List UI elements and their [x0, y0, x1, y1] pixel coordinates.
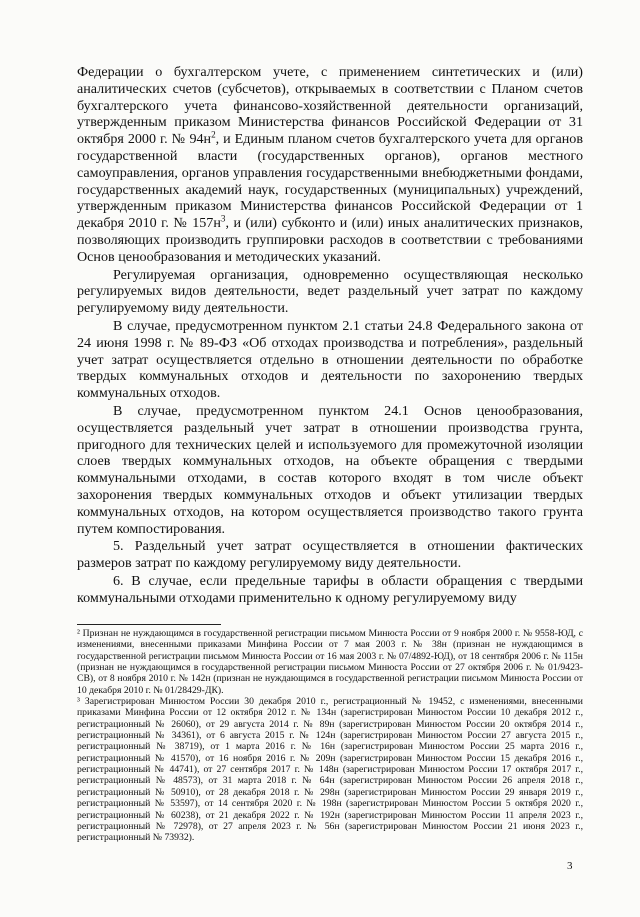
paragraph-1-part-2: , и Единым планом счетов бухгалтерского учета для органов государственной власти (государственных органов), органов местного самоуправления, органов управления государственными внебюджетными фондами, государственных академий наук, государственных (муниципальных) учреждений, утвержденным приказом Министерства финансов Российской Федерации от 1 декабря 2010 г. № 157н — [77, 131, 583, 232]
footnote-2: ² Признан не нуждающимся в государственной регистрации письмом Минюста России от 9 ноября 2000 г. № 9558-ЮД, с изменениями, внесенными приказами Минфина России от 7 мая 2003 г. № 38н (признан не нуждающимся в государственной регистрации письмом Минюста России от 16 мая 2003 г. № 07/4892-ЮД), от 18 сентября 2006 г. № 115н (признан не нуждающимся в государственной регистрации письмом Минюста России от 27 октября 2006 г. № 01/9423-СВ), от 8 ноября 2010 г. № 142н (признан не нуждающимся в государственной регистрации письмом Минюста России от 10 декабря 2010 г. № 01/28429-ДК). — [77, 628, 583, 696]
footnote-ref-2: 2 — [211, 129, 216, 140]
footnote-ref-3: 3 — [220, 213, 226, 224]
footnote-3: ³ Зарегистрирован Минюстом России 30 декабря 2010 г., регистрационный № 19452, с изменениями, внесенными приказами Минфина России от 12 октября 2012 г. № 134н (зарегистрирован Минюстом России 10 декабря 2012 г., регистрационный № 26060), от 29 августа 2014 г. № 89н (зарегистрирован Минюстом России 20 октября 2014 г., регистрационный № 34361), от 6 августа 2015 г. № 124н (зарегистрирован Минюстом России 27 августа 2015 г., регистрационный № 38719), от 1 марта 2016 г. № 16н (зарегистрирован Минюстом России 25 марта 2016 г., регистрационный № 41570), от 16 ноября 2016 г. № 209н (зарегистрирован Минюстом России 15 декабря 2016 г., регистрационный № 44741), от 27 сентября 2017 г. № 148н (зарегистрирован Минюстом России 17 октября 2017 г., регистрационный № 48573), от 31 марта 2018 г. № 64н (зарегистрирован Минюстом России 26 апреля 2018 г., регистрационный № 50910), от 28 декабря 2018 г. № 298н (зарегистрирован Минюстом России 29 января 2019 г., регистрационный № 53597), от 14 сентября 2020 г. № 198н (зарегистрирован Минюстом России 5 октября 2020 г., регистрационный № 60238), от 21 декабря 2022 г. № 192н (зарегистрирован Минюстом России 11 апреля 2023 г., регистрационный № 72978), от 27 апреля 2023 г. № 56н (зарегистрирован Минюстом России 21 июня 2023 г., регистрационный № 73932). — [77, 696, 583, 844]
paragraph-4: В случае, предусмотренном пунктом 24.1 Основ ценообразования, осуществляется раздельный учет затрат в отношении производства грунта, пригодного для технических целей и используемого для промежуточной изоляции слоев твердых коммунальных отходов, на объекте обращения с твердыми коммунальными отходами, в состав которого входят в том числе объект захоронения твердых коммунальных отходов и объект утилизации твердых коммунальных отходов, на котором осуществляется производство такого грунта путем компостирования. — [77, 402, 583, 537]
main-text — [77, 64, 583, 607]
paragraph-1 — [77, 64, 583, 266]
footnote-divider — [77, 624, 221, 625]
page-number: 3 — [567, 860, 573, 872]
paragraph-3: В случае, предусмотренном пунктом 2.1 статьи 24.8 Федерального закона от 24 июня 1998 г. № 89-ФЗ «Об отходах производства и потребления», раздельный учет затрат осуществляется отдельно в отношении деятельности по обработке твердых коммунальных отходов и деятельности по захоронению твердых коммунальных отходов. — [77, 317, 583, 402]
paragraph-5: 5. Раздельный учет затрат осуществляется в отношении фактических размеров затрат по каждому регулируемому виду деятельности. — [77, 538, 583, 572]
paragraph-2: Регулируемая организация, одновременно осуществляющая несколько регулируемых видов деятельности, ведет раздельный учет затрат по каждому регулируемому виду деятельности. — [77, 266, 583, 317]
paragraph-1-part-3: , и (или) субконто и (или) иных аналитических признаков, позволяющих производить группировки расходов в соответствии с требованиями Основ ценообразования и методических указаний. — [77, 215, 583, 265]
paragraph-6: 6. В случае, если предельные тарифы в области обращения с твердыми коммунальными отходами применительно к одному регулируемому виду — [77, 572, 583, 606]
paragraph-1-part-1: Федерации о бухгалтерском учете, с применением синтетических и (или) аналитических счетов (субсчетов), открываемых в соответствии с Планом счетов бухгалтерского учета финансово-хозяйственной деятельности организаций, утвержденным приказом Министерства финансов Российской Федерации от 31 октября 2000 г. № 94н — [77, 64, 583, 148]
footnotes — [77, 628, 583, 844]
